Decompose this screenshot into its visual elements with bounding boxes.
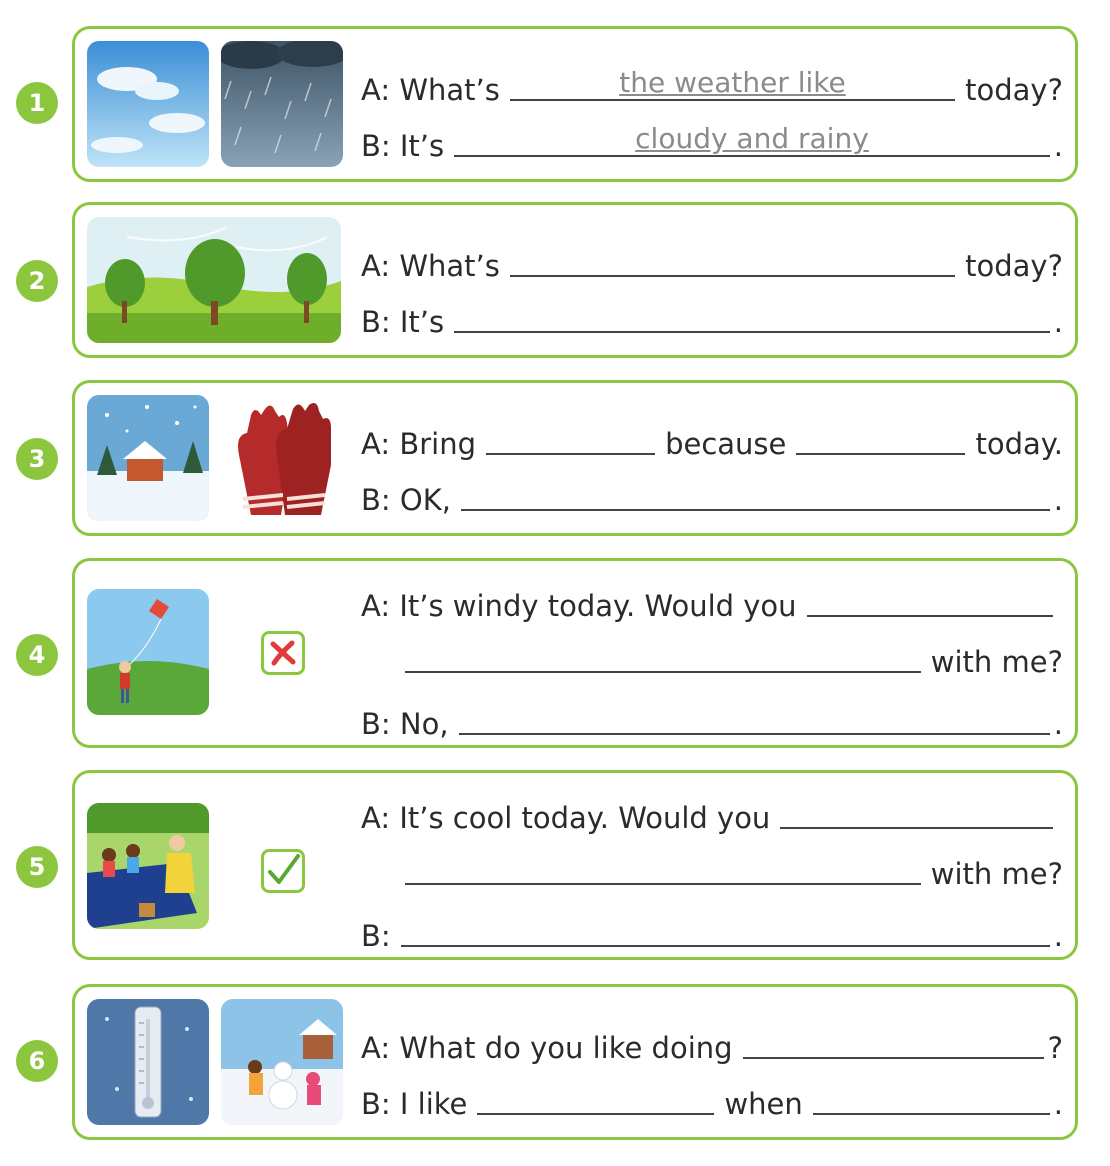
dialogue-line-a [361, 235, 1063, 281]
line-prefix: A: What do you like doing [361, 1031, 733, 1065]
answer-blank[interactable] [486, 419, 655, 455]
line-prefix: A: Bring [361, 427, 476, 461]
line-prefix: B: It’s [361, 305, 445, 339]
line-suffix: today. [975, 427, 1064, 461]
line-prefix: A: What’s [361, 73, 500, 107]
answer-blank[interactable] [780, 793, 1053, 829]
line-middle: when [724, 1087, 803, 1121]
answer-blank[interactable] [405, 849, 921, 885]
dialogue-line-a [361, 575, 1063, 621]
dialogue-line-b [361, 291, 1063, 337]
exercise-card [72, 380, 1078, 536]
kite-flying-image [87, 589, 209, 715]
answer-blank[interactable] [461, 475, 1050, 511]
snowman-kids-image [221, 999, 343, 1125]
answer-blank[interactable] [454, 297, 1050, 333]
line-prefix: B: OK, [361, 483, 451, 517]
answer-blank[interactable] [813, 1079, 1050, 1115]
line-prefix: B: It’s [361, 129, 445, 163]
answer-blank[interactable] [454, 121, 1050, 157]
line-prefix: A: It’s cool today. Would you [361, 801, 771, 835]
dialogue-line-b [361, 469, 1063, 515]
line-suffix: today? [965, 73, 1063, 107]
exercise-card [72, 202, 1078, 358]
answer-blank[interactable] [477, 1079, 714, 1115]
answer-blank[interactable] [401, 911, 1050, 947]
gloves-image [221, 395, 343, 521]
line-prefix: A: It’s windy today. Would you [361, 589, 797, 623]
dialogue-line-b [361, 1073, 1063, 1119]
cloudy-sky-image [87, 41, 209, 167]
dialogue-line-a [361, 59, 1063, 105]
dialogue-line-b [361, 115, 1063, 161]
answer-blank[interactable] [405, 637, 921, 673]
line-prefix: B: I like [361, 1087, 468, 1121]
dialogue-line-a [361, 1017, 1063, 1063]
answer-blank[interactable] [510, 241, 955, 277]
exercise-number: 6 [16, 1040, 58, 1082]
windy-trees-image [87, 217, 341, 343]
rainy-sky-image [221, 41, 343, 167]
thermometer-snow-image [87, 999, 209, 1125]
line-suffix: with me? [930, 857, 1063, 891]
line-suffix: . [1053, 707, 1063, 741]
cross-icon [268, 638, 298, 668]
exercise-number: 4 [16, 634, 58, 676]
exercise-number: 5 [16, 846, 58, 888]
answer-blank[interactable] [796, 419, 965, 455]
line-suffix: . [1053, 129, 1063, 163]
line-suffix: . [1053, 1087, 1064, 1121]
exercise-card [72, 770, 1078, 960]
filled-answer: the weather like [619, 66, 846, 99]
line-suffix: . [1053, 305, 1063, 339]
answer-blank[interactable] [743, 1023, 1044, 1059]
mark-box [261, 849, 305, 893]
answer-blank[interactable] [459, 699, 1050, 735]
mark-box [261, 631, 305, 675]
line-middle: because [665, 427, 787, 461]
line-suffix: . [1053, 919, 1063, 953]
line-prefix: B: [361, 919, 391, 953]
dialogue-line-a [361, 413, 1063, 459]
dialogue-line-b [361, 905, 1063, 951]
dialogue-line-b [361, 693, 1063, 739]
answer-blank[interactable] [510, 65, 955, 101]
snowy-village-image [87, 395, 209, 521]
line-suffix: with me? [930, 645, 1063, 679]
filled-answer: cloudy and rainy [635, 122, 869, 155]
answer-blank[interactable] [807, 581, 1053, 617]
exercise-number: 1 [16, 82, 58, 124]
check-icon [266, 854, 300, 888]
line-suffix: ? [1047, 1031, 1063, 1065]
dialogue-line-a-cont [405, 631, 1063, 677]
line-prefix: B: No, [361, 707, 449, 741]
exercise-card [72, 558, 1078, 748]
exercise-card [72, 26, 1078, 182]
line-suffix: . [1053, 483, 1063, 517]
line-prefix: A: What’s [361, 249, 500, 283]
line-suffix: today? [965, 249, 1063, 283]
exercise-card [72, 984, 1078, 1140]
exercise-number: 3 [16, 438, 58, 480]
dialogue-line-a [361, 787, 1063, 833]
exercise-number: 2 [16, 260, 58, 302]
picnic-image [87, 803, 209, 929]
dialogue-line-a-cont [405, 843, 1063, 889]
